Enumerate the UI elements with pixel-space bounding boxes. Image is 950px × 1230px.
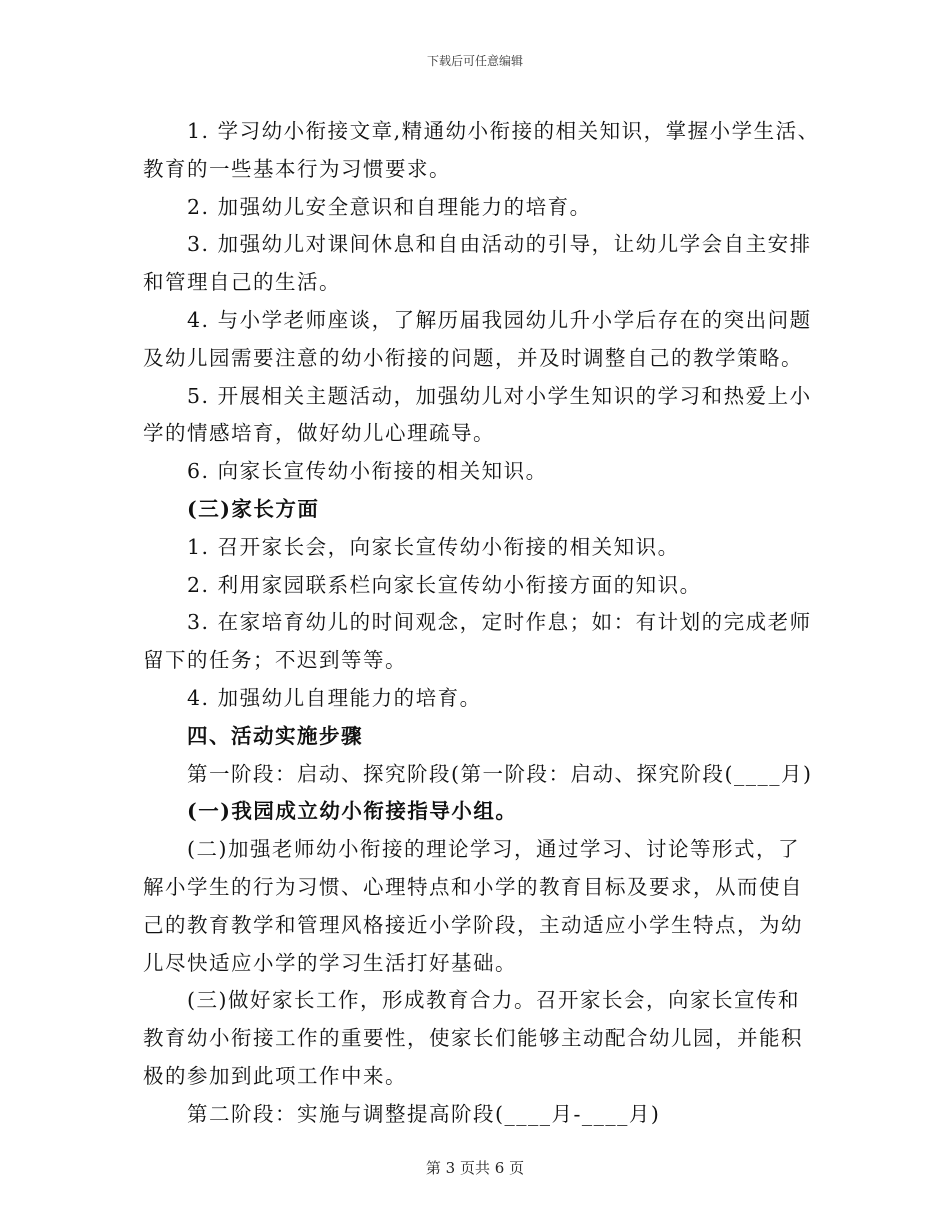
paragraph-line: 及幼儿园需要注意的幼小衔接的问题，并及时调整自己的教学策略。 — [143, 345, 803, 370]
paragraph-line: 2. 加强幼儿安全意识和自理能力的培育。 — [187, 194, 592, 219]
paragraph-line: 4. 与小学老师座谈，了解历届我园幼儿升小学后存在的突出问题 — [187, 307, 812, 332]
paragraph-line: 和管理自己的生活。 — [143, 270, 341, 295]
paragraph-line: 儿尽快适应小学的学习生活打好基础。 — [143, 950, 517, 975]
section-heading: (三)家长方面 — [187, 496, 320, 521]
paragraph-line: 留下的任务；不迟到等等。 — [143, 648, 407, 673]
paragraph-line: 3. 在家培育幼儿的时间观念，定时作息；如：有计划的完成老师 — [187, 610, 812, 635]
paragraph-line: (二)加强老师幼小衔接的理论学习，通过学习、讨论等形式，了 — [187, 837, 800, 862]
paragraph-line: 5. 开展相关主题活动，加强幼儿对小学生知识的学习和热爱上小 — [187, 383, 812, 408]
paragraph-line: 1. 召开家长会，向家长宣传幼小衔接的相关知识。 — [187, 534, 680, 559]
paragraph-line: (三)做好家长工作，形成教育合力。召开家长会，向家长宣传和 — [187, 988, 800, 1013]
paragraph-line: 6. 向家长宣传幼小衔接的相关知识。 — [187, 459, 548, 484]
paragraph-line: 第一阶段：启动、探究阶段(第一阶段：启动、探究阶段(____月) — [187, 761, 813, 786]
paragraph-line: 1. 学习幼小衔接文章,精通幼小衔接的相关知识，掌握小学生活、 — [187, 119, 820, 143]
section-heading: 四、活动实施步骤 — [187, 723, 363, 748]
subsection-heading: (一)我园成立幼小衔接指导小组。 — [187, 799, 518, 824]
paragraph-line: 3. 加强幼儿对课间休息和自由活动的引导，让幼儿学会自主安排 — [187, 232, 812, 257]
paragraph-line: 4. 加强幼儿自理能力的培育。 — [187, 685, 482, 710]
page-header: 下载后可任意编辑 — [426, 54, 523, 68]
document-body — [143, 113, 820, 1134]
paragraph-line: 己的教育教学和管理风格接近小学阶段，主动适应小学生特点，为幼 — [143, 912, 803, 937]
paragraph-line: 学的情感培育，做好幼儿心理疏导。 — [143, 421, 495, 446]
paragraph-line: 2. 利用家园联系栏向家长宣传幼小衔接方面的知识。 — [187, 572, 702, 597]
paragraph-line: 教育幼小衔接工作的重要性，使家长们能够主动配合幼儿园，并能积 — [143, 1026, 803, 1051]
paragraph-line: 教育的一些基本行为习惯要求。 — [143, 156, 451, 181]
paragraph-line: 极的参加到此项工作中来。 — [143, 1063, 407, 1088]
page-footer: 第 3 页共 6 页 — [425, 1159, 525, 1177]
paragraph-line: 第二阶段：实施与调整提高阶段(____月-____月) — [187, 1101, 661, 1126]
paragraph-line: 解小学生的行为习惯、心理特点和小学的教育目标及要求，从而使自 — [143, 874, 803, 899]
